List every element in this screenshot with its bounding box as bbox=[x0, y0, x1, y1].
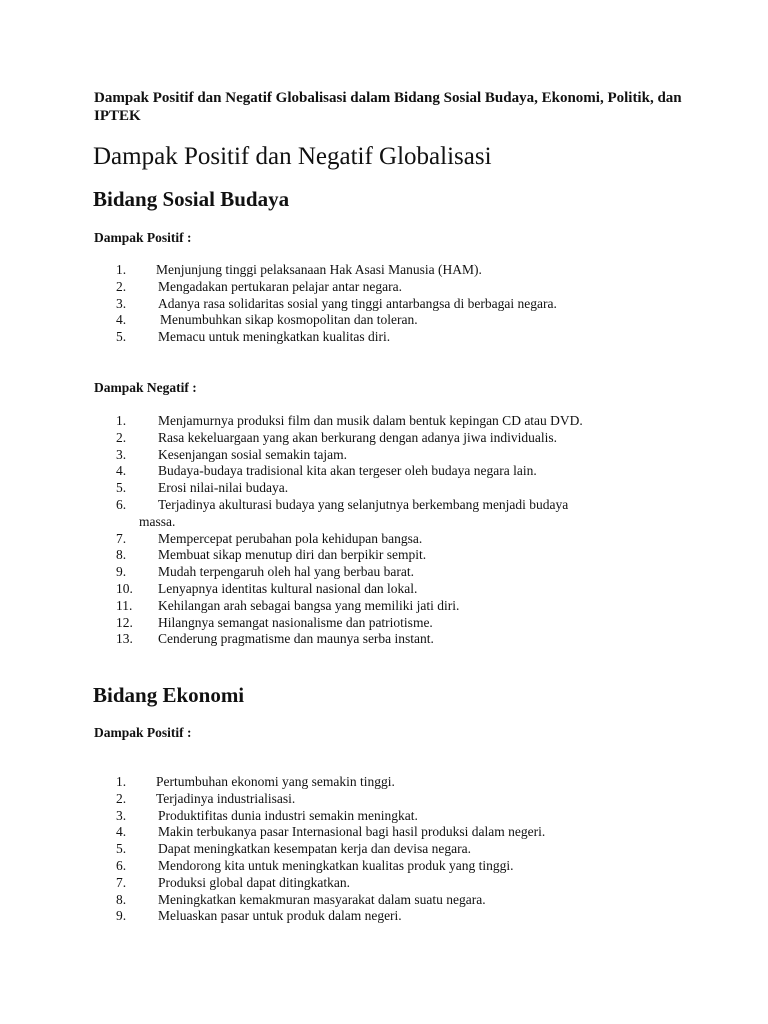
item-number: 1. bbox=[116, 774, 127, 789]
item-text: Membuat sikap menutup diri dan berpikir sempit. bbox=[158, 547, 427, 563]
item-text: Dapat meningkatkan kesempatan kerja dan devisa negara. bbox=[158, 841, 471, 857]
item-number: 12. bbox=[116, 614, 133, 630]
list-positif-sosial bbox=[0, 262, 768, 346]
list-item bbox=[0, 774, 768, 791]
list-item bbox=[0, 547, 768, 564]
list-item bbox=[0, 841, 768, 858]
item-text: Lenyapnya identitas kultural nasional dan lokal. bbox=[158, 580, 418, 596]
item-text: Adanya rasa solidaritas sosial yang tinggi antarbangsa di berbagai negara. bbox=[158, 295, 557, 311]
item-number: 5. bbox=[116, 480, 127, 496]
list-item bbox=[0, 430, 768, 447]
list-item bbox=[0, 531, 768, 548]
item-number: 7. bbox=[116, 530, 127, 546]
item-number: 2. bbox=[116, 278, 127, 294]
item-text: Makin terbukanya pasar Internasional bagi hasil produksi dalam negeri. bbox=[158, 824, 546, 840]
item-text: Pertumbuhan ekonomi yang semakin tinggi. bbox=[156, 774, 395, 789]
list-item bbox=[0, 413, 768, 430]
list-item bbox=[0, 312, 768, 329]
list-item bbox=[0, 808, 768, 825]
list-item bbox=[0, 824, 768, 841]
item-text: Terjadinya industrialisasi. bbox=[156, 790, 296, 806]
list-item bbox=[0, 296, 768, 313]
item-number: 3. bbox=[116, 807, 127, 823]
document-title: Dampak Positif dan Negatif Globalisasi dalam Bidang Sosial Budaya, Ekonomi, Politik, dan IPTEK bbox=[94, 90, 682, 124]
item-text: Menjamurnya produksi film dan musik dalam bentuk kepingan CD atau DVD. bbox=[158, 413, 583, 428]
list-item bbox=[0, 858, 768, 875]
item-text: Mempercepat perubahan pola kehidupan bangsa. bbox=[158, 530, 423, 546]
item-number: 6. bbox=[116, 857, 127, 873]
label-dampak-negatif-sosial: Dampak Negatif : bbox=[94, 380, 197, 395]
item-number: 2. bbox=[116, 429, 127, 445]
list-item bbox=[0, 581, 768, 598]
list-positif-ekonomi bbox=[0, 774, 768, 925]
item-text: Mendorong kita untuk meningkatkan kualitas produk yang tinggi. bbox=[158, 857, 514, 873]
label-dampak-positif-sosial: Dampak Positif : bbox=[94, 230, 192, 245]
item-number: 8. bbox=[116, 547, 127, 563]
item-number: 3. bbox=[116, 295, 127, 311]
item-number: 11. bbox=[116, 597, 133, 613]
item-number: 6. bbox=[116, 496, 127, 512]
item-text: Hilangnya semangat nasionalisme dan patriotisme. bbox=[158, 614, 433, 630]
main-heading: Dampak Positif dan Negatif Globalisasi bbox=[93, 143, 492, 170]
item-text: Meluaskan pasar untuk produk dalam negeri. bbox=[158, 908, 402, 924]
list-item bbox=[0, 497, 768, 531]
item-number: 4. bbox=[116, 463, 127, 479]
list-item bbox=[0, 908, 768, 925]
item-number: 8. bbox=[116, 891, 127, 907]
list-item bbox=[0, 598, 768, 615]
list-item bbox=[0, 791, 768, 808]
item-text: Mudah terpengaruh oleh hal yang berbau barat. bbox=[158, 564, 415, 580]
label-dampak-positif-ekonomi: Dampak Positif : bbox=[94, 725, 192, 740]
item-number: 1. bbox=[116, 262, 127, 277]
item-text: Kehilangan arah sebagai bangsa yang memiliki jati diri. bbox=[158, 597, 460, 613]
section-title-ekonomi: Bidang Ekonomi bbox=[93, 683, 245, 707]
list-negatif-sosial bbox=[0, 413, 768, 648]
item-number: 9. bbox=[116, 908, 127, 924]
list-item bbox=[0, 564, 768, 581]
item-text: Produktifitas dunia industri semakin meningkat. bbox=[158, 807, 418, 823]
list-item bbox=[0, 329, 768, 346]
item-number: 4. bbox=[116, 312, 127, 328]
list-item bbox=[0, 480, 768, 497]
item-text: Meningkatkan kemakmuran masyarakat dalam suatu negara. bbox=[158, 891, 486, 907]
item-number: 2. bbox=[116, 790, 127, 806]
list-item bbox=[0, 631, 768, 648]
item-text: Produksi global dapat ditingkatkan. bbox=[158, 874, 350, 890]
item-text-continuation: massa. bbox=[139, 513, 176, 529]
item-text: Cenderung pragmatisme dan maunya serba instant. bbox=[158, 631, 434, 647]
list-item bbox=[0, 875, 768, 892]
item-number: 3. bbox=[116, 446, 127, 462]
item-number: 7. bbox=[116, 874, 127, 890]
list-item bbox=[0, 262, 768, 279]
item-text: Erosi nilai-nilai budaya. bbox=[158, 480, 289, 496]
item-number: 9. bbox=[116, 564, 127, 580]
list-item bbox=[0, 615, 768, 632]
item-text: Budaya-budaya tradisional kita akan tergeser oleh budaya negara lain. bbox=[158, 463, 537, 479]
item-number: 5. bbox=[116, 841, 127, 857]
list-item bbox=[0, 463, 768, 480]
item-text: Menjunjung tinggi pelaksanaan Hak Asasi Manusia (HAM). bbox=[156, 262, 482, 277]
item-text: Memacu untuk meningkatkan kualitas diri. bbox=[158, 329, 391, 345]
item-text: Mengadakan pertukaran pelajar antar negara. bbox=[158, 278, 402, 294]
item-number: 13. bbox=[116, 631, 133, 647]
item-text: Terjadinya akulturasi budaya yang selanjutnya berkembang menjadi budaya bbox=[158, 496, 569, 512]
item-text: Rasa kekeluargaan yang akan berkurang dengan adanya jiwa individualis. bbox=[158, 429, 557, 445]
list-item bbox=[0, 447, 768, 464]
item-number: 10. bbox=[116, 580, 133, 596]
item-number: 1. bbox=[116, 413, 127, 428]
item-text: Menumbuhkan sikap kosmopolitan dan toleran. bbox=[160, 312, 418, 328]
item-text: Kesenjangan sosial semakin tajam. bbox=[158, 446, 347, 462]
section-title-sosial-budaya: Bidang Sosial Budaya bbox=[93, 187, 290, 211]
item-number: 5. bbox=[116, 329, 127, 345]
list-item bbox=[0, 279, 768, 296]
item-number: 4. bbox=[116, 824, 127, 840]
list-item bbox=[0, 892, 768, 909]
